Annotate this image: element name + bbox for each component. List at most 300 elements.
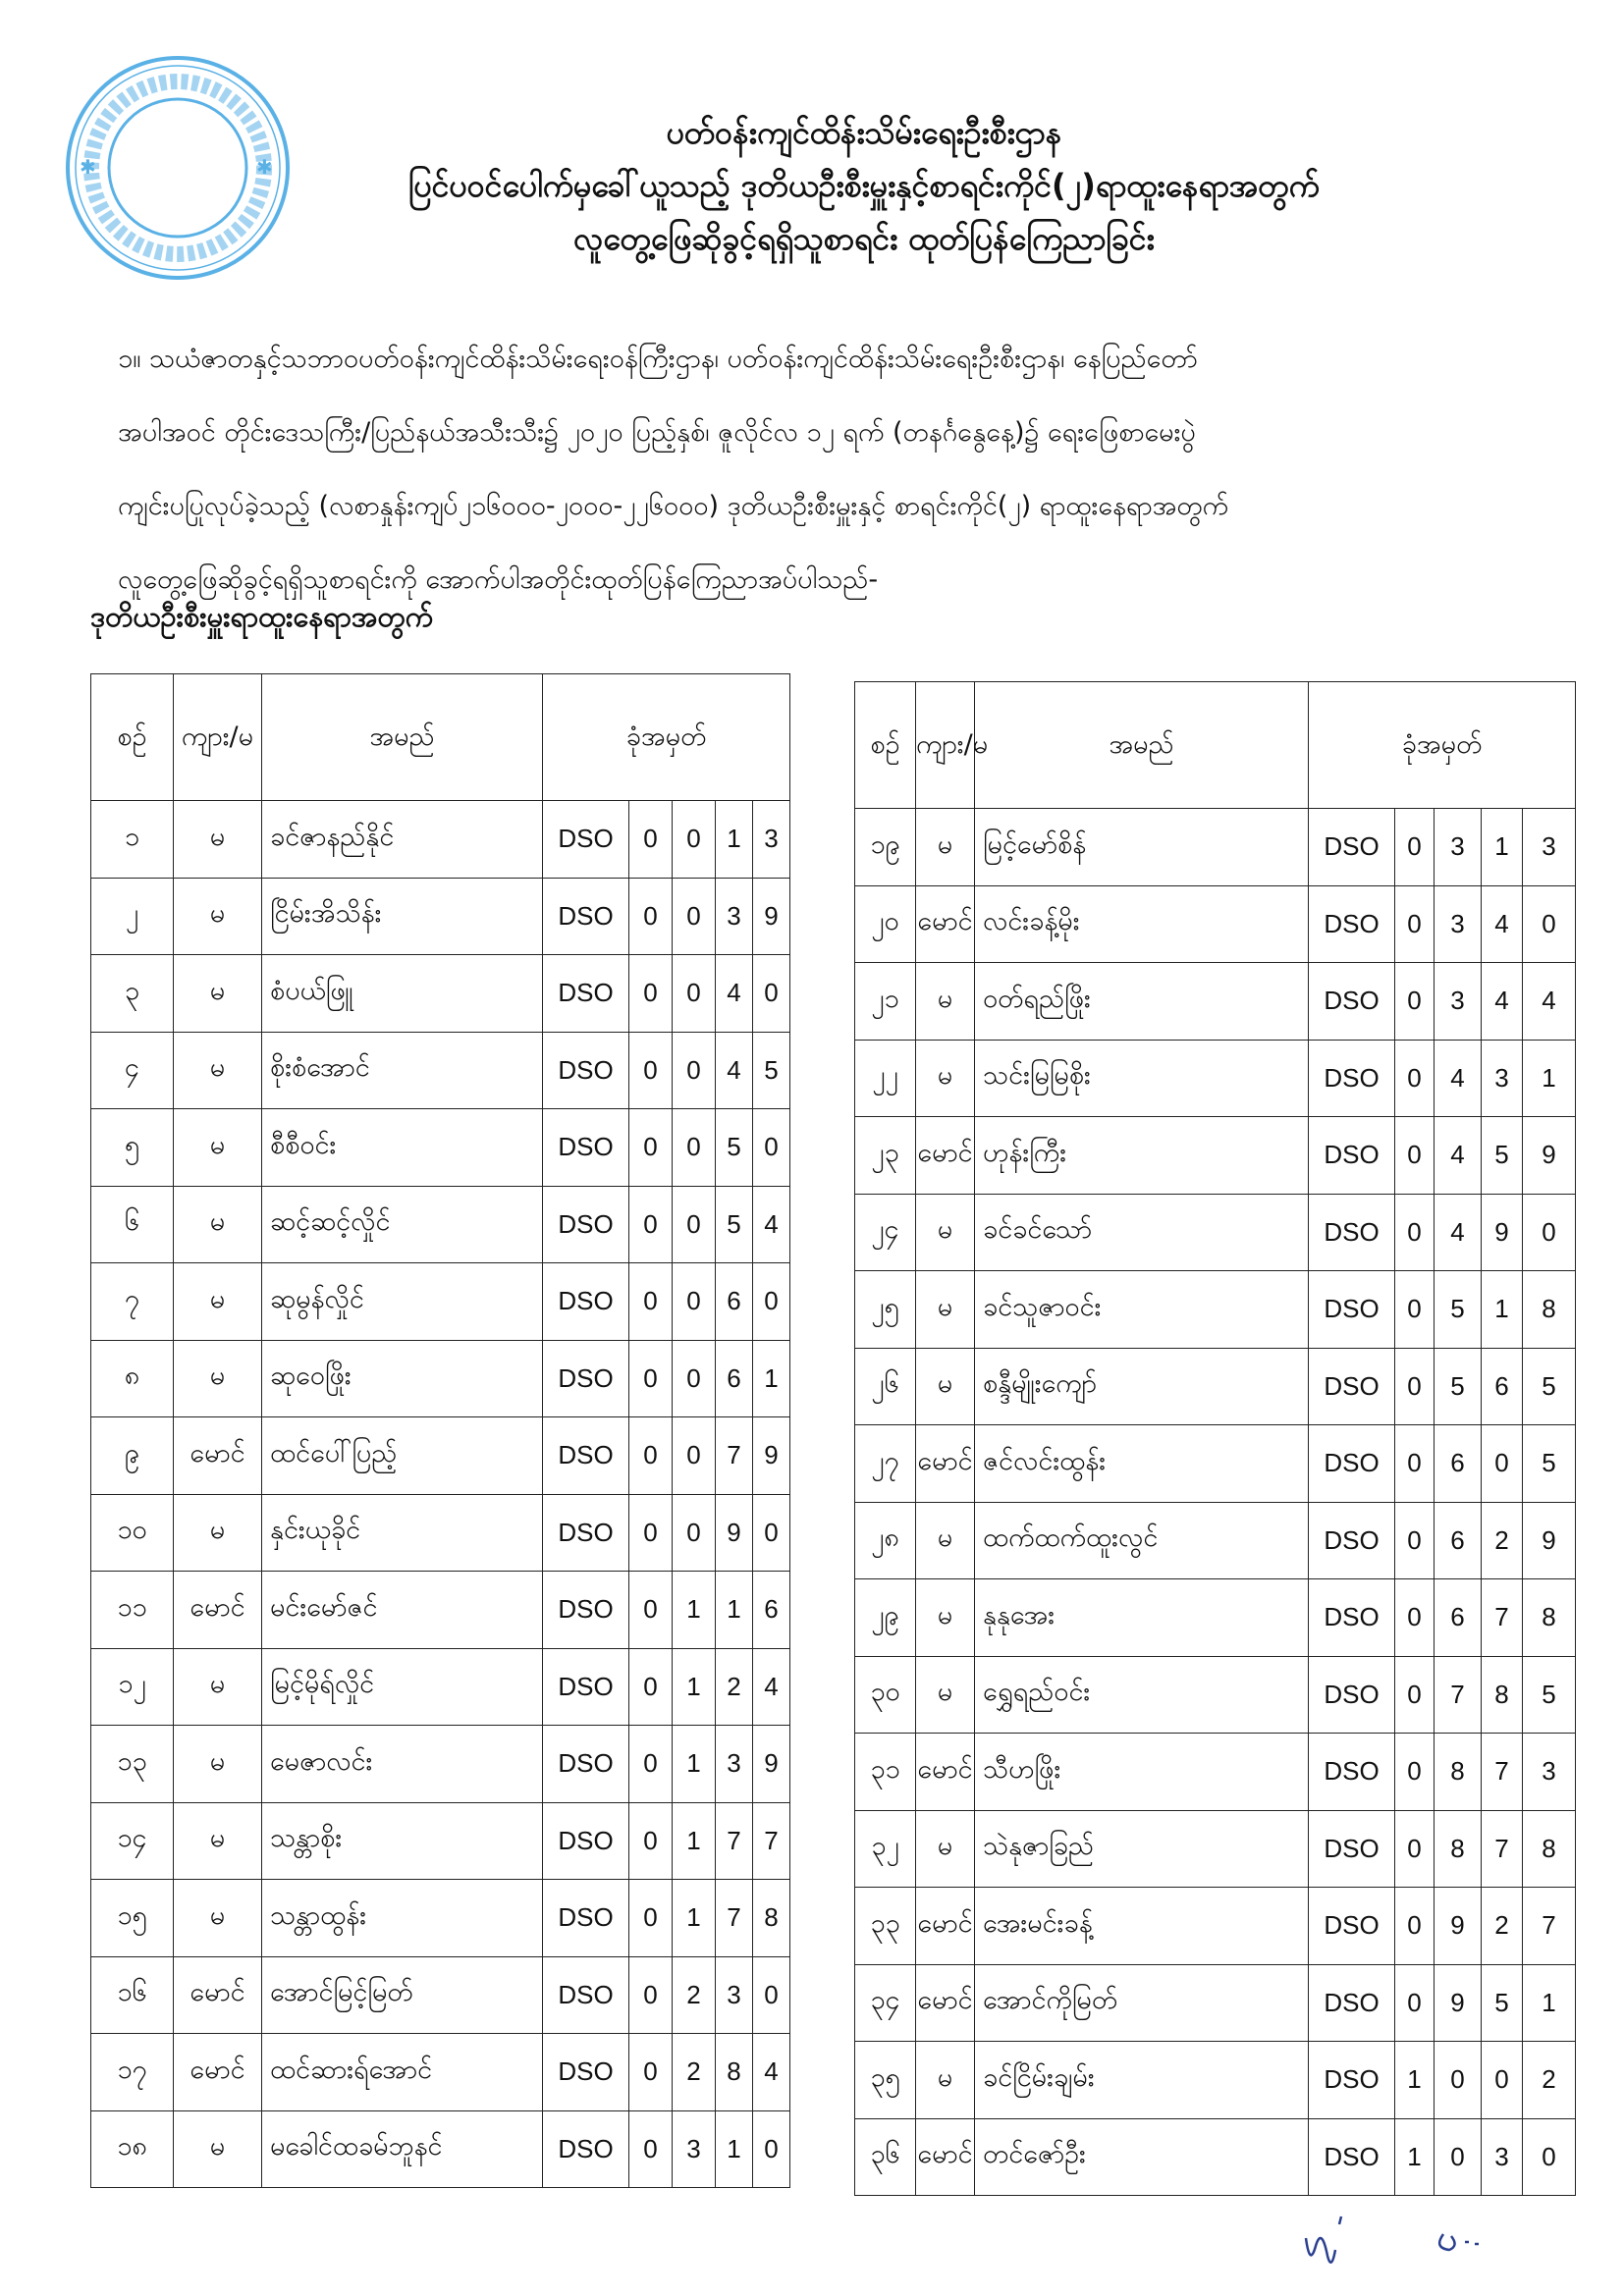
roll-digit: 9: [716, 1494, 753, 1572]
row-number: ၃၂: [855, 1810, 916, 1888]
candidates-table-left: [90, 673, 790, 2188]
roll-digit: 0: [629, 1648, 673, 1726]
candidate-name: နုနုအေး: [975, 1579, 1309, 1657]
roll-digit: 0: [673, 1186, 716, 1263]
candidate-name: ထင်ပေါ်ပြည့်: [262, 1417, 543, 1495]
roll-digit: 0: [1395, 963, 1435, 1041]
table-row: [855, 2118, 1576, 2196]
roll-digit: 8: [716, 2034, 753, 2111]
gender-prefix: မ: [174, 1032, 262, 1109]
roll-digit: 8: [1482, 1656, 1523, 1734]
candidate-name: သဲနုဇာခြည်: [975, 1810, 1309, 1888]
roll-code: DSO: [543, 1109, 629, 1187]
roll-digit: 4: [753, 1186, 790, 1263]
roll-digit: 2: [1482, 1502, 1523, 1579]
roll-digit: 0: [753, 1494, 790, 1572]
roll-digit: 7: [1435, 1656, 1482, 1734]
roll-digit: 7: [1523, 1888, 1576, 1965]
roll-digit: 0: [673, 1109, 716, 1187]
gender-prefix: မောင်: [916, 1117, 975, 1195]
row-number: ၂၂: [855, 1040, 916, 1117]
roll-digit: 9: [1435, 1888, 1482, 1965]
table-row: [91, 2110, 790, 2188]
gender-prefix: မောင်: [916, 1425, 975, 1503]
roll-digit: 0: [1395, 1888, 1435, 1965]
gender-prefix: မ: [174, 1263, 262, 1341]
roll-digit: 9: [1482, 1194, 1523, 1271]
notice-header: [373, 106, 1355, 265]
roll-digit: 3: [716, 1726, 753, 1803]
roll-code: DSO: [1309, 1810, 1395, 1888]
roll-digit: 4: [1435, 1117, 1482, 1195]
roll-digit: 0: [629, 1263, 673, 1341]
roll-digit: 0: [1395, 1040, 1435, 1117]
roll-digit: 2: [1482, 1888, 1523, 1965]
candidate-name: စန္ဒီမျိုးကျော်: [975, 1348, 1309, 1425]
row-number: ၁၃: [91, 1726, 174, 1803]
gender-prefix: မ: [174, 955, 262, 1033]
roll-digit: 9: [753, 1417, 790, 1495]
roll-code: DSO: [1309, 1348, 1395, 1425]
roll-digit: 4: [716, 1032, 753, 1109]
roll-digit: 0: [1395, 885, 1435, 963]
candidate-name: ခင်ဇာနည်နိုင်: [262, 801, 543, 879]
roll-digit: 0: [1435, 2118, 1482, 2196]
roll-digit: 8: [1523, 1810, 1576, 1888]
row-number: ၁၅: [91, 1880, 174, 1957]
table-row: [91, 955, 790, 1033]
row-number: ၃၃: [855, 1888, 916, 1965]
notice-title: လူတွေ့ဖြေဆိုခွင့်ရရှိသူစာရင်း ထုတ်ပြန်ကြေညာခြင်း: [573, 220, 1155, 257]
roll-code: DSO: [1309, 1425, 1395, 1503]
roll-digit: 9: [1523, 1502, 1576, 1579]
table-row: [91, 1263, 790, 1341]
candidate-name: နှင်းယုခိုင်: [262, 1494, 543, 1572]
roll-digit: 1: [673, 1726, 716, 1803]
header-roll: ခုံအမှတ်: [1309, 682, 1576, 809]
department-seal: [61, 51, 295, 285]
row-number: ၁၂: [91, 1648, 174, 1726]
roll-digit: 7: [1482, 1579, 1523, 1657]
candidate-name: မြင့်မော်စိန်: [975, 809, 1309, 886]
gender-prefix: မောင်: [916, 885, 975, 963]
roll-digit: 4: [716, 955, 753, 1033]
roll-code: DSO: [1309, 1502, 1395, 1579]
roll-code: DSO: [1309, 885, 1395, 963]
table-row: [91, 1956, 790, 2034]
roll-digit: 7: [753, 1802, 790, 1880]
roll-digit: 6: [1482, 1348, 1523, 1425]
table-row: [855, 1964, 1576, 2042]
table-row: [91, 1880, 790, 1957]
roll-digit: 4: [753, 1648, 790, 1726]
row-number: ၂၄: [855, 1194, 916, 1271]
roll-digit: 0: [629, 1417, 673, 1495]
roll-digit: 0: [673, 878, 716, 955]
roll-digit: 5: [716, 1186, 753, 1263]
roll-digit: 0: [673, 801, 716, 879]
roll-digit: 6: [1435, 1579, 1482, 1657]
roll-code: DSO: [1309, 1117, 1395, 1195]
roll-digit: 3: [1435, 963, 1482, 1041]
roll-digit: 0: [1395, 1810, 1435, 1888]
table-row: [855, 1734, 1576, 1811]
candidate-name: မေဇာလင်း: [262, 1726, 543, 1803]
roll-digit: 6: [1435, 1502, 1482, 1579]
row-number: ၂၀: [855, 885, 916, 963]
roll-digit: 1: [1482, 1271, 1523, 1349]
roll-digit: 0: [629, 2110, 673, 2188]
gender-prefix: မ: [916, 1810, 975, 1888]
roll-digit: 0: [753, 1956, 790, 2034]
roll-digit: 2: [1523, 2042, 1576, 2119]
roll-digit: 1: [673, 1880, 716, 1957]
roll-digit: 0: [1395, 1348, 1435, 1425]
roll-digit: 0: [629, 1340, 673, 1417]
table-row: [855, 1810, 1576, 1888]
roll-code: DSO: [1309, 963, 1395, 1041]
table-row: [91, 1802, 790, 1880]
roll-code: DSO: [543, 2110, 629, 2188]
roll-digit: 5: [1482, 1964, 1523, 2042]
candidate-name: ဆုဝေဖြိုး: [262, 1340, 543, 1417]
roll-digit: 4: [1482, 885, 1523, 963]
roll-digit: 4: [1482, 963, 1523, 1041]
gender-prefix: မ: [916, 2042, 975, 2119]
row-number: ၅: [91, 1109, 174, 1187]
roll-digit: 2: [673, 1956, 716, 2034]
roll-digit: 0: [1523, 2118, 1576, 2196]
roll-digit: 2: [716, 1648, 753, 1726]
candidates-table-right: [854, 681, 1576, 2196]
roll-code: DSO: [1309, 1964, 1395, 2042]
row-number: ၁၈: [91, 2110, 174, 2188]
row-number: ၁၉: [855, 809, 916, 886]
roll-digit: 3: [1482, 2118, 1523, 2196]
gender-prefix: မ: [174, 2110, 262, 2188]
roll-digit: 7: [1482, 1734, 1523, 1811]
roll-digit: 0: [1523, 885, 1576, 963]
roll-code: DSO: [1309, 1734, 1395, 1811]
section-title: ဒုတိယဦးစီးမှူးရာထူးနေရာအတွက်: [90, 600, 434, 633]
roll-digit: 1: [673, 1648, 716, 1726]
roll-code: DSO: [1309, 1194, 1395, 1271]
intro-line-2: အပါအဝင် တိုင်းဒေသကြီး/ပြည်နယ်အသီးသီး၌ ၂၀၂၀ ပြည့်နှစ်၊ ဇူလိုင်လ ၁၂ ရက် (တနင်္ဂနွေနေ့)၌ ရေးဖြေစာမေးပွဲ: [118, 417, 1196, 448]
gender-prefix: မ: [174, 1494, 262, 1572]
gender-prefix: မ: [174, 1186, 262, 1263]
roll-digit: 0: [1395, 1579, 1435, 1657]
header-gender: ကျား/မ: [916, 682, 975, 809]
roll-code: DSO: [543, 1648, 629, 1726]
row-number: ၇: [91, 1263, 174, 1341]
candidate-name: အေးမင်းခန့်: [975, 1888, 1309, 1965]
row-number: ၂၃: [855, 1117, 916, 1195]
row-number: ၈: [91, 1340, 174, 1417]
roll-digit: 7: [716, 1880, 753, 1957]
table-row: [91, 1032, 790, 1109]
row-number: ၂၆: [855, 1348, 916, 1425]
roll-code: DSO: [543, 1494, 629, 1572]
roll-digit: 0: [753, 2110, 790, 2188]
roll-digit: 5: [753, 1032, 790, 1109]
row-number: ၁၆: [91, 1956, 174, 2034]
svg-text:✱: ✱: [256, 155, 273, 179]
candidate-name: ထက်ထက်ထူးလွင်: [975, 1502, 1309, 1579]
roll-digit: 7: [716, 1417, 753, 1495]
roll-digit: 0: [629, 1109, 673, 1187]
roll-digit: 0: [629, 1572, 673, 1649]
roll-digit: 8: [1523, 1271, 1576, 1349]
row-number: ၃: [91, 955, 174, 1033]
gender-prefix: မ: [916, 1579, 975, 1657]
roll-code: DSO: [543, 1340, 629, 1417]
row-number: ၁: [91, 801, 174, 879]
row-number: ၂၈: [855, 1502, 916, 1579]
roll-code: DSO: [1309, 1040, 1395, 1117]
roll-code: DSO: [1309, 1579, 1395, 1657]
row-number: ၃၅: [855, 2042, 916, 2119]
roll-digit: 3: [1435, 809, 1482, 886]
row-number: ၁၁: [91, 1572, 174, 1649]
gender-prefix: မ: [174, 878, 262, 955]
gender-prefix: မောင်: [174, 1417, 262, 1495]
roll-code: DSO: [543, 1263, 629, 1341]
roll-digit: 0: [1523, 1194, 1576, 1271]
table-row: [855, 963, 1576, 1041]
candidate-name: ရွှေရည်ဝင်း: [975, 1656, 1309, 1734]
table-row: [855, 1425, 1576, 1503]
table-row: [855, 1579, 1576, 1657]
candidate-name: ခင်ငြိမ်းချမ်း: [975, 2042, 1309, 2119]
table-row: [855, 1194, 1576, 1271]
roll-digit: 5: [1482, 1117, 1523, 1195]
gender-prefix: မ: [174, 801, 262, 879]
row-number: ၂၁: [855, 963, 916, 1041]
roll-code: DSO: [543, 1726, 629, 1803]
roll-digit: 6: [753, 1572, 790, 1649]
row-number: ၆: [91, 1186, 174, 1263]
roll-code: DSO: [1309, 1888, 1395, 1965]
roll-digit: 9: [1523, 1117, 1576, 1195]
roll-digit: 4: [753, 2034, 790, 2111]
intro-paragraph: [118, 322, 1571, 616]
roll-digit: 3: [1523, 1734, 1576, 1811]
roll-digit: 0: [1395, 1964, 1435, 2042]
gender-prefix: မ: [916, 1656, 975, 1734]
department-title: ပတ်ဝန်းကျင်ထိန်းသိမ်းရေးဦးစီးဌာန: [666, 114, 1062, 151]
candidate-name: စံပယ်ဖြူ: [262, 955, 543, 1033]
candidate-name: ခင်ခင်သော်: [975, 1194, 1309, 1271]
table-row: [91, 1572, 790, 1649]
roll-digit: 8: [1523, 1579, 1576, 1657]
candidate-name: စိုးစံအောင်: [262, 1032, 543, 1109]
gender-prefix: မောင်: [916, 1964, 975, 2042]
candidate-name: သန္တာစိုး: [262, 1802, 543, 1880]
roll-code: DSO: [543, 1186, 629, 1263]
roll-digit: 0: [629, 1802, 673, 1880]
roll-code: DSO: [543, 1802, 629, 1880]
roll-digit: 0: [629, 1494, 673, 1572]
row-number: ၁၇: [91, 2034, 174, 2111]
roll-digit: 8: [1435, 1810, 1482, 1888]
candidate-name: အောင်ကိုမြတ်: [975, 1964, 1309, 2042]
gender-prefix: မ: [174, 1880, 262, 1957]
row-number: ၂၉: [855, 1579, 916, 1657]
roll-digit: 0: [1435, 2042, 1482, 2119]
gender-prefix: မ: [916, 1271, 975, 1349]
row-number: ၃၄: [855, 1964, 916, 2042]
header-no: စဉ်: [855, 682, 916, 809]
roll-code: DSO: [543, 878, 629, 955]
table-row: [855, 1348, 1576, 1425]
table-row: [91, 1340, 790, 1417]
roll-digit: 1: [716, 2110, 753, 2188]
gender-prefix: မောင်: [916, 1734, 975, 1811]
roll-digit: 0: [753, 1109, 790, 1187]
row-number: ၉: [91, 1417, 174, 1495]
candidate-name: သီဟဖြိုး: [975, 1734, 1309, 1811]
roll-digit: 5: [1523, 1656, 1576, 1734]
notice-subtitle: ပြင်ပဝင်ပေါက်မှခေါ်ယူသည့် ဒုတိယဦးစီးမှူးနှင့်စာရင်းကိုင်(၂)ရာထူးနေရာအတွက်: [408, 167, 1320, 204]
table-row: [855, 1502, 1576, 1579]
roll-digit: 3: [1523, 809, 1576, 886]
table-row: [91, 1726, 790, 1803]
intro-line-3: ကျင်းပပြုလုပ်ခဲ့သည့် (လစာနှုန်းကျပ်၂၁၆၀၀၀-၂၀၀၀-၂၂၆၀၀၀) ဒုတိယဦးစီးမှူးနှင့် စာရင်းကိုင်(၂) ရာထူးနေရာအတွက်: [118, 491, 1229, 521]
roll-digit: 7: [716, 1802, 753, 1880]
roll-digit: 0: [673, 1032, 716, 1109]
roll-digit: 0: [629, 1726, 673, 1803]
row-number: ၁၄: [91, 1802, 174, 1880]
roll-digit: 0: [753, 955, 790, 1033]
candidate-name: ဝတ်ရည်ဖြိုး: [975, 963, 1309, 1041]
roll-digit: 5: [1523, 1348, 1576, 1425]
roll-digit: 0: [1395, 809, 1435, 886]
roll-digit: 0: [629, 801, 673, 879]
roll-digit: 0: [1482, 2042, 1523, 2119]
candidate-name: ဟုန်းကြီး: [975, 1117, 1309, 1195]
roll-digit: 4: [1435, 1040, 1482, 1117]
roll-digit: 1: [1395, 2042, 1435, 2119]
table-row: [91, 801, 790, 879]
roll-digit: 8: [753, 1880, 790, 1957]
candidate-name: ဇင်လင်းထွန်း: [975, 1425, 1309, 1503]
row-number: ၂၅: [855, 1271, 916, 1349]
gender-prefix: မောင်: [174, 1956, 262, 2034]
roll-code: DSO: [1309, 809, 1395, 886]
roll-digit: 4: [1435, 1194, 1482, 1271]
roll-digit: 3: [753, 801, 790, 879]
roll-code: DSO: [543, 1572, 629, 1649]
roll-digit: 0: [629, 1956, 673, 2034]
roll-digit: 4: [1523, 963, 1576, 1041]
table-row: [855, 2042, 1576, 2119]
table-row: [91, 1186, 790, 1263]
roll-code: DSO: [543, 1417, 629, 1495]
roll-code: DSO: [543, 1032, 629, 1109]
roll-digit: 0: [1395, 1117, 1435, 1195]
table-row: [91, 2034, 790, 2111]
gender-prefix: မ: [916, 1348, 975, 1425]
roll-digit: 0: [673, 1494, 716, 1572]
roll-digit: 1: [1523, 1040, 1576, 1117]
roll-digit: 0: [629, 1186, 673, 1263]
roll-digit: 3: [673, 2110, 716, 2188]
gender-prefix: မ: [174, 1726, 262, 1803]
roll-digit: 0: [753, 1263, 790, 1341]
roll-digit: 7: [1482, 1810, 1523, 1888]
roll-digit: 9: [753, 878, 790, 955]
candidate-name: မြင့်မိုရ်လှိုင်: [262, 1648, 543, 1726]
roll-digit: 9: [1435, 1964, 1482, 2042]
candidate-name: လင်းခန့်မိုး: [975, 885, 1309, 963]
roll-digit: 1: [1395, 2118, 1435, 2196]
roll-digit: 0: [1395, 1734, 1435, 1811]
roll-digit: 1: [716, 801, 753, 879]
header-roll: ခုံအမှတ်: [543, 674, 790, 801]
roll-digit: 0: [629, 878, 673, 955]
roll-code: DSO: [1309, 1271, 1395, 1349]
roll-digit: 6: [1435, 1425, 1482, 1503]
roll-digit: 0: [1482, 1425, 1523, 1503]
intro-line-1: ၁။ သယံဇာတနှင့်သဘာဝပတ်ဝန်းကျင်ထိန်းသိမ်းရေးဝန်ကြီးဌာန၊ ပတ်ဝန်းကျင်ထိန်းသိမ်းရေးဦးစီးဌာန၊ နေပြည်တော်: [118, 344, 1198, 374]
roll-digit: 5: [1523, 1425, 1576, 1503]
roll-digit: 0: [1395, 1656, 1435, 1734]
roll-digit: 0: [629, 2034, 673, 2111]
table-row: [91, 1648, 790, 1726]
candidate-name: ခင်သူဇာဝင်း: [975, 1271, 1309, 1349]
roll-digit: 0: [1395, 1194, 1435, 1271]
row-number: ၂: [91, 878, 174, 955]
candidate-name: ထင်ဆားရ်အောင်: [262, 2034, 543, 2111]
roll-digit: 1: [673, 1572, 716, 1649]
roll-digit: 1: [673, 1802, 716, 1880]
roll-digit: 0: [629, 955, 673, 1033]
roll-digit: 1: [1482, 809, 1523, 886]
header-gender: ကျား/မ: [174, 674, 262, 801]
candidate-name: မခေါင်ထခမ်ဘူနင်: [262, 2110, 543, 2188]
roll-digit: 3: [716, 1956, 753, 2034]
roll-digit: 0: [673, 1417, 716, 1495]
table-row: [91, 878, 790, 955]
gender-prefix: မ: [916, 1040, 975, 1117]
gender-prefix: မောင်: [174, 1572, 262, 1649]
table-row: [91, 1494, 790, 1572]
roll-code: DSO: [543, 1956, 629, 2034]
gender-prefix: မောင်: [916, 1888, 975, 1965]
roll-code: DSO: [543, 801, 629, 879]
table-row: [855, 1888, 1576, 1965]
table-row: [855, 1271, 1576, 1349]
table-row: [91, 1417, 790, 1495]
gender-prefix: မ: [916, 1194, 975, 1271]
candidate-name: သန္တာထွန်း: [262, 1880, 543, 1957]
roll-digit: 0: [1395, 1502, 1435, 1579]
roll-digit: 5: [1435, 1348, 1482, 1425]
gender-prefix: မောင်: [174, 2034, 262, 2111]
roll-digit: 9: [753, 1726, 790, 1803]
roll-digit: 1: [716, 1572, 753, 1649]
candidate-name: မင်းမော်ဇင်: [262, 1572, 543, 1649]
roll-code: DSO: [1309, 2118, 1395, 2196]
roll-digit: 0: [629, 1032, 673, 1109]
candidate-name: ဆင့်ဆင့်လှိုင်: [262, 1186, 543, 1263]
roll-code: DSO: [543, 2034, 629, 2111]
roll-digit: 0: [629, 1880, 673, 1957]
roll-digit: 0: [673, 955, 716, 1033]
roll-code: DSO: [543, 1880, 629, 1957]
table-row: [855, 1040, 1576, 1117]
gender-prefix: မောင်: [916, 2118, 975, 2196]
